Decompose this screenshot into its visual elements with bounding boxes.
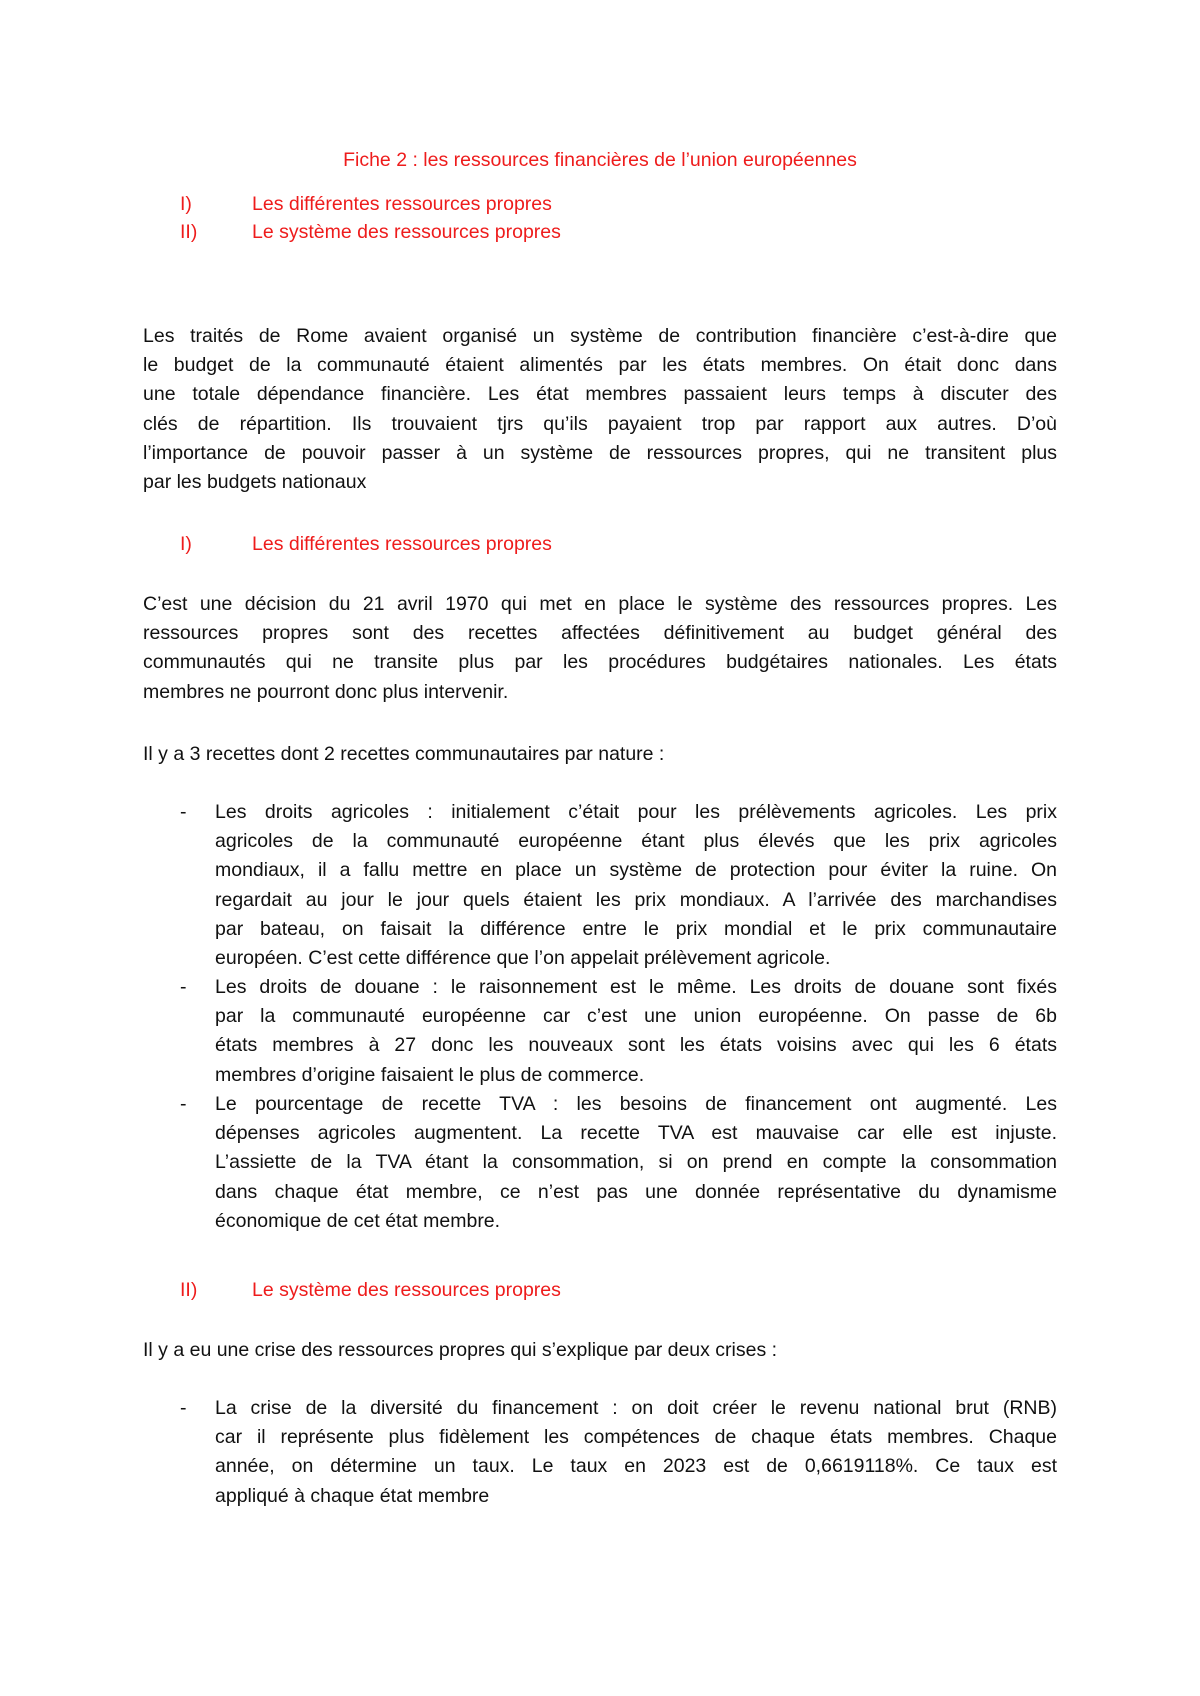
paragraph-line: une totale dépendance financière. Les état membres passaient leurs temps à discuter des	[143, 383, 1057, 406]
bullet-line: agricoles de la communauté européenne étant plus élevés que les prix agricoles	[215, 830, 1057, 853]
bullet-line: Le pourcentage de recette TVA : les besoins de financement ont augmenté. Les	[215, 1093, 1057, 1115]
intro-paragraph	[143, 322, 1057, 497]
bullet-text	[215, 973, 1057, 1090]
bullet-line: européen. C’est cette différence que l’on appelait prélèvement agricole.	[215, 947, 831, 970]
paragraph-line: C’est une décision du 21 avril 1970 qui met en place le système des ressources propres. Les	[143, 593, 1057, 615]
crise-intro: Il y a eu une crise des ressources propres qui s’explique par deux crises :	[143, 1339, 778, 1361]
section-number: I)	[180, 533, 192, 555]
bullet-line: états membres à 27 donc les nouveaux sont les états voisins avec qui les 6 états	[215, 1034, 1057, 1057]
bullet-text	[215, 798, 1057, 973]
paragraph-line: Les traités de Rome avaient organisé un système de contribution financière c’est-à-dire que	[143, 325, 1057, 347]
toc-item-number: II)	[180, 221, 198, 243]
toc-item-label: Le système des ressources propres	[252, 221, 561, 243]
bullet-line: mondiaux, il a fallu mettre en place un système de protection pour éviter la ruine. On	[215, 859, 1057, 882]
bullet-line: par la communauté européenne car c’est une union européenne. On passe de 6b	[215, 1005, 1057, 1028]
bullet-line: dans chaque état membre, ce n’est pas une donnée représentative du dynamisme	[215, 1180, 1057, 1203]
bullet-text	[215, 1090, 1057, 1236]
bullet-line: membres d’origine faisaient le plus de commerce.	[215, 1063, 645, 1086]
recettes-intro: Il y a 3 recettes dont 2 recettes communautaires par nature :	[143, 743, 665, 765]
bullet-line: La crise de la diversité du financement : on doit créer le revenu national brut (RNB)	[215, 1397, 1057, 1419]
section1-paragraph	[143, 590, 1057, 707]
bullet-line: Les droits agricoles : initialement c’était pour les prélèvements agricoles. Les prix	[215, 801, 1057, 823]
bullet-line: économique de cet état membre.	[215, 1209, 501, 1232]
paragraph-line: l’importance de pouvoir passer à un système de ressources propres, qui ne transitent plus	[143, 441, 1057, 464]
paragraph-line: membres ne pourront donc plus intervenir.	[143, 680, 509, 703]
bullet-line: Les droits de douane : le raisonnement est le même. Les droits de douane sont fixés	[215, 976, 1057, 998]
paragraph-line: ressources propres sont des recettes affectées définitivement au budget général des	[143, 622, 1057, 645]
paragraph-line: clés de répartition. Ils trouvaient tjrs qu’ils payaient trop par rapport aux autres. D’où	[143, 412, 1057, 435]
bullet-line: année, on détermine un taux. Le taux en 2023 est de 0,6619118%. Ce taux est	[215, 1455, 1057, 1478]
dash-bullet: -	[180, 1093, 187, 1115]
bullet-line: dépenses agricoles augmentent. La recette TVA est mauvaise car elle est injuste.	[215, 1122, 1057, 1145]
bullet-line: par bateau, on faisait la différence entre le prix mondial et le prix communautaire	[215, 917, 1057, 940]
toc-item-label: Les différentes ressources propres	[252, 193, 552, 215]
section-number: II)	[180, 1279, 198, 1301]
bullet-line: L’assiette de la TVA étant la consommation, si on prend en compte la consommation	[215, 1151, 1057, 1174]
paragraph-line: communautés qui ne transite plus par les procédures budgétaires nationales. Les états	[143, 651, 1057, 674]
bullet-text	[215, 1394, 1057, 1511]
dash-bullet: -	[180, 801, 187, 823]
dash-bullet: -	[180, 976, 187, 998]
dash-bullet: -	[180, 1397, 187, 1419]
bullet-line: car il représente plus fidèlement les compétences de chaque états membres. Chaque	[215, 1426, 1057, 1449]
section-label: Le système des ressources propres	[252, 1279, 561, 1301]
toc-item-number: I)	[180, 193, 192, 215]
section-label: Les différentes ressources propres	[252, 533, 552, 555]
paragraph-line: par les budgets nationaux	[143, 471, 367, 494]
bullet-line: regardait au jour le jour quels étaient les prix mondiaux. A l’arrivée des marchandises	[215, 888, 1057, 911]
document-title: Fiche 2 : les ressources financières de l’union européennes	[343, 149, 857, 171]
paragraph-line: le budget de la communauté étaient alimentés par les états membres. On était donc dans	[143, 354, 1057, 377]
bullet-line: appliqué à chaque état membre	[215, 1484, 490, 1507]
